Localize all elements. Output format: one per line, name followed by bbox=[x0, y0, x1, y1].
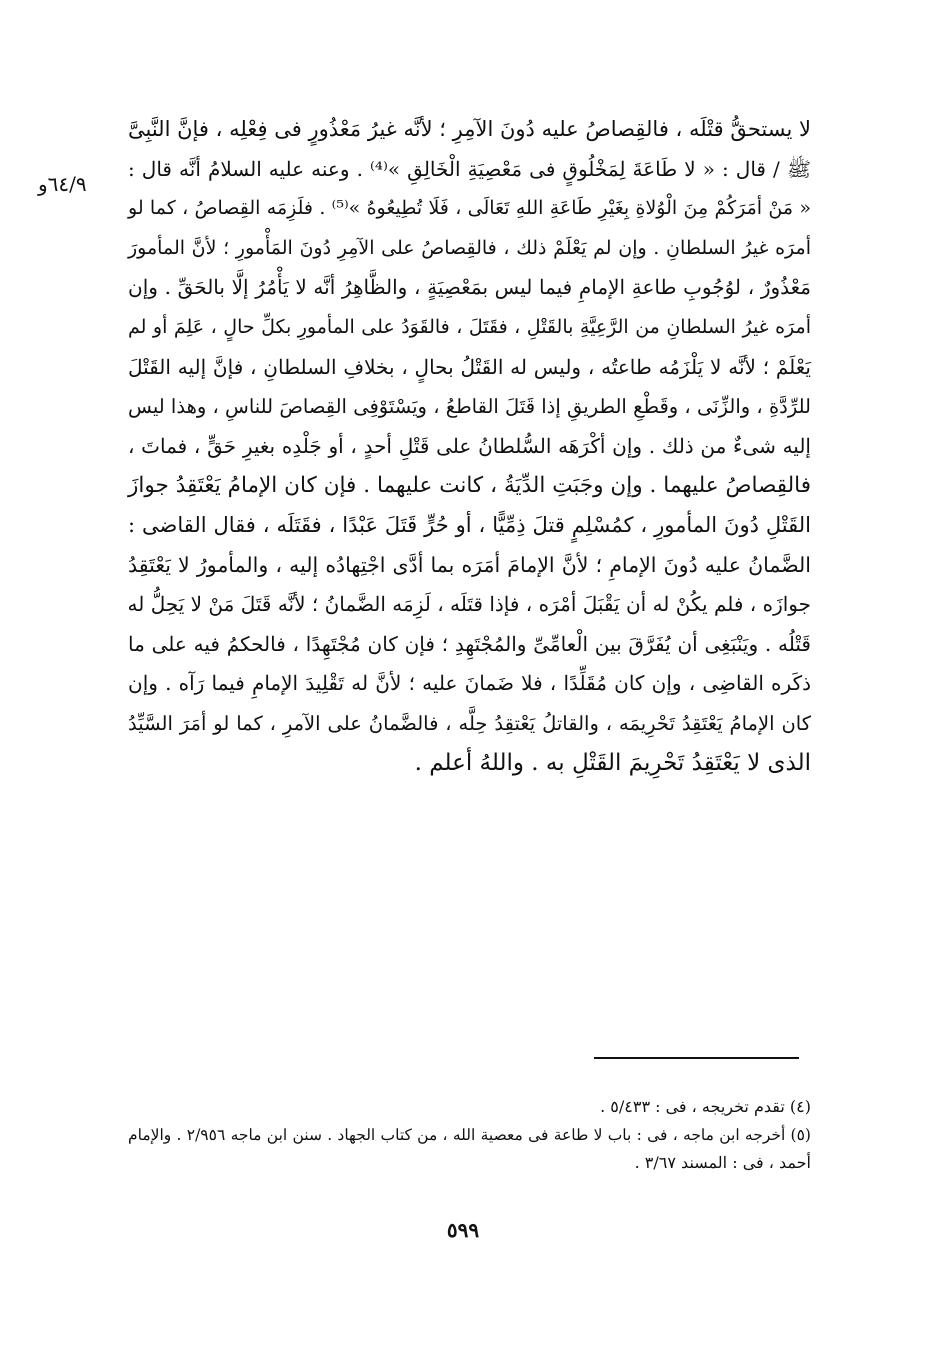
text-line: جوازَه ، فلم يكُنْ له أن يَقْبَلَ أمْرَه ، فإذا قتَلَه ، لَزِمَه الضَّمانُ ؛ لأنَّه قَتَلَ مَنْ لا يَحِلُّ له bbox=[127, 592, 811, 617]
text-line: فالقِصاصُ عليهما . وإن وجَبَتِ الدِّيَةُ ، كانت عليهما . فإن كان الإمامُ يَعْتَقِدُ جوازَ bbox=[128, 473, 811, 499]
text-line: يَعْلَمْ ؛ لأنَّه لا يَلْزَمُه طاعتُه ، وليس له القَتْلُ بحالٍ ، بخلافِ السلطانِ ، فإنَّ إليه القَتْلَ bbox=[128, 354, 811, 379]
text-line: ﷺ / قال : « لا طَاعَةَ لِمَخْلُوقٍ فى مَعْصِيَةِ الْخَالِقِ »⁽⁴⁾ . وعنه عليه السلامُ أنَّه قال : bbox=[128, 156, 811, 181]
text-line: « مَنْ أمَرَكُمْ مِنَ الْوُلاةِ بِغَيْرِ طَاعَةِ اللهِ تَعَالَى ، فَلَا تُطِيعُوهُ »⁽⁵⁾ . فلَزِمَه القِصاصُ ، كما لو bbox=[128, 197, 812, 220]
footnote-4: (٤) تقدم تخريجه ، فى : ٥/٤٣٣ . bbox=[600, 1097, 811, 1116]
main-text bbox=[128, 110, 811, 783]
footnotes bbox=[128, 1093, 811, 1177]
text-line: الضَّمانُ عليه دُونَ الإمامِ ؛ لأنَّ الإمامَ أمَرَه بما أدَّى اجْتِهادُه إليه ، والمأمورُ لا يَعْتَقِدُ bbox=[128, 552, 811, 577]
text-line: قَتْلُه . ويَنْبَغِى أن يُفَرَّقَ بين الْعامِّىِّ والمُجْتَهِدِ ؛ فإن كان مُجْتَهِدًا ، فالحكمُ فيه على ما bbox=[128, 631, 811, 656]
text-line: لا يستحقُّ قتْلَه ، فالقِصاصُ عليه دُونَ الآمِرِ ؛ لأنَّه غيرُ مَعْذُورٍ فى فِعْلِه ، فإنَّ النَّبِىَّ bbox=[128, 117, 811, 141]
page-number: ٥٩٩ bbox=[446, 1218, 480, 1242]
text-line: إليه شىءٌ من ذلك . وإن أكْرَهَه السُّلطانُ على قَتْلِ أحدٍ ، أو جَلْدِه بغيرِ حَقٍّ ، فماتَ ، bbox=[128, 433, 811, 458]
margin-reference: ٦٤/٩و bbox=[38, 172, 87, 196]
text-line: الذى لا يَعْتَقِدُ تَحْرِيمَ القَتْلِ به . واللهُ أعلم . bbox=[414, 749, 811, 776]
footnote-5-continued: أحمد ، فى : المسند ٣/٦٧ . bbox=[634, 1153, 811, 1172]
text-line: القَتْلِ دُونَ المأمورِ ، كمُسْلِمٍ قتلَ ذِمِّيًّا ، أو حُرٍّ قَتَلَ عَبْدًا ، فقَتَلَه ، فقال القاضى : bbox=[128, 512, 811, 537]
text-line: أمرَه غيرُ السلطانِ . وإن لم يَعْلَمْ ذلك ، فالقِصاصُ على الآمِرِ دُونَ المَأْمورِ ؛ لأنَّ المأمورَ bbox=[128, 236, 811, 259]
footnote-divider bbox=[594, 1057, 799, 1059]
footnote-5: (٥) أخرجه ابن ماجه ، فى : باب لا طاعة فى معصية الله ، من كتاب الجهاد . سنن ابن ماجه ٢/٩٥٦ . والإمام bbox=[128, 1126, 811, 1144]
text-line: أمرَه غيرُ السلطانِ من الرَّعِيَّةِ بالقَتْلِ ، فقَتَلَ ، فالقَوَدُ على المأمورِ بكلِّ حالٍ ، عَلِمَ أو لم bbox=[128, 315, 811, 338]
text-line: مَعْذُورٌ ، لوُجُوبِ طاعةِ الإمامِ فيما ليس بمَعْصِيَةٍ ، والظَّاهِرُ أنَّه لا يَأْمُرُ إلَّا بالحَقِّ . وإن bbox=[128, 275, 811, 300]
text-line: ذكَره القاضِى ، وإن كان مُقَلِّدًا ، فلا ضَمانَ عليه ؛ لأنَّ له تَقْلِيدَ الإمامِ فيما رَآه . وإن bbox=[128, 671, 811, 696]
text-line: كان الإمامُ يَعْتَقِدُ تَحْرِيمَه ، والقاتلُ يَعْتقِدُ حِلَّه ، فالضَّمانُ على الآمرِ ، كما لو أمَرَ السَّيِّدُ bbox=[128, 711, 811, 735]
text-line: للرِّدَّةِ ، والزِّنَى ، وقَطْعِ الطريقِ إذا قَتَلَ القاطعُ ، ويَسْتَوْفِى القِصاصَ للناسِ ، وهذا ليس bbox=[128, 395, 811, 419]
